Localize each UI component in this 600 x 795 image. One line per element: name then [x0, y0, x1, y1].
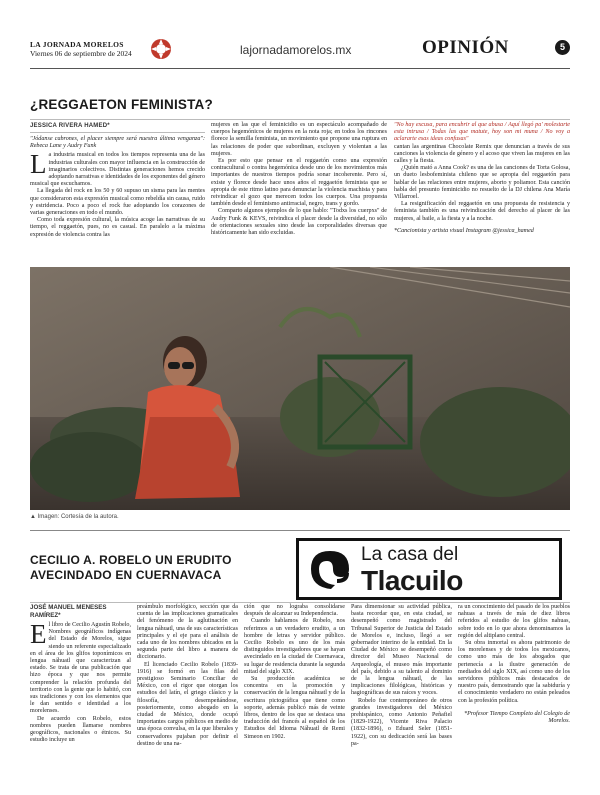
paragraph: El licenciado Cecilio Robelo (1839-1916) se formó en las filas del prestigioso Seminario Conciliar de México, con el rigor que otorgan los estudios del latín, el griego clásico y la filosofía, desempeñándose, posteriormente, como abogado en la ciudad de México, donde ocupó importantes cargos públicos en medio de una época convulsa, en la que liberales y conservadores pujaban por definir el destino de una na-: [137, 661, 238, 747]
paragraph: El libro de Cecilio Agustín Robelo, Nombres geográficos indígenas del Estado de Morelos, sigue siendo un referente especializado en el área de los glifos toponímicos en lengua náhuatl que caracterizan al estado. Se trata de una publicación que hizo época y que nos permite comprender la relación profunda del territorio con la gente que lo habitó, con sus tradiciones y con los elementos que le dan sentido e identidad a los morelenses.: [30, 619, 131, 715]
paragraph: Su producción académica se concentra en la promoción y conservación de la lengua náhuatl y de la escritura pictográfica que tiene como soporte, además publicó más de veinte libros, dentro de los que se destaca una traducción del francés al español de los Estudios del Idioma Náhuatl de Remi Simeon en 1902.: [244, 676, 345, 740]
masthead-info: [30, 40, 132, 58]
song-quote: "No hay excusa, para encubrir al que abusa / Aquí llegó pa' molestarte esta intrusa / Todas las que matute, hoy son mi muna / No voy a aclararte esas ideas confusas": [394, 122, 570, 143]
paragraph: mujeres en las que el feminicidio es un espectáculo acompañado de cuerpos hegemónicos de mujeres en la nota roja; en todos los rincones florece la semilla feminista, un movimiento que propone una ruptura en las relaciones de poder que subordinan, excluyen y violentan a las mujeres.: [211, 122, 387, 157]
paragraph: cantan las argentinas Chocolate Remix que denuncian a través de sus canciones la violencia de género y el acoso que viven las mujeres en las calles y la fiesta.: [394, 143, 570, 165]
article2-column-2: [137, 604, 238, 748]
photo-caption: ▲ Imagen: Cortesía de la autora.: [30, 514, 119, 520]
paragraph: Comparto algunos ejemplos de lo que hablo: "Todxs los cuerpxs" de Audry Funk & KEVS, reivindica el placer desde la diversidad, no sólo de orientaciones sexuales sino desde las corporalidades diversas que históricamente han sido excluidas.: [211, 208, 387, 237]
paragraph: ción que no lograba consolidarse después de alcanzar su Independencia.: [244, 604, 345, 618]
paragraph: La resignificación del reggaetón en una propuesta de resistencia y feminista también es una reivindicación del derecho al placer de las mujeres, al baile, a la fiesta y a la noche.: [394, 201, 570, 222]
article2-column-5: [458, 604, 570, 725]
article2-column-1: [30, 619, 131, 744]
paragraph: Para dimensionar su actividad pública, basta recordar que, en esta ciudad, se desempeñó como magistrado del Tribunal Superior de Justicia del Estado de Morelos e, incluso, llegó a ser gobernador interino de la entidad. En la Ciudad de México se desempeñó como director del Museo Nacional de Arqueología, el museo más importante del país, debido a su talento al dominio de la lengua náhuatl, de las implicaciones filológicas, históricas y hagiográficas de sus raíces y voces.: [351, 604, 452, 697]
article-author: JESSICA RIVERA HAMED*: [30, 123, 110, 129]
article-title: ¿REGGAETON FEMINISTA?: [30, 97, 213, 112]
column-brand-big: Tlacuilo: [361, 565, 463, 596]
author-footnote: *Profesor Tiempo Completo del Colegio de Morelos.: [464, 710, 570, 725]
article-photo: [30, 267, 570, 510]
section-title: OPINIÓN: [422, 37, 509, 58]
paragraph: La llegada del rock en los 50 y 60 supuso un sisma para las mentes que consideraron esta expresión musical como rebeldía sin causa, ruido y estridencia. Poco a poco el rock fue adoptando los corazones de varias generaciones en todo el mundo.: [30, 188, 205, 217]
title-divider: [30, 602, 570, 603]
photo-illustration: [30, 267, 570, 510]
section-divider: [30, 530, 570, 531]
page-number: 5: [555, 40, 570, 55]
article-title: CECILIO A. ROBELO UN ERUDITO AVECINDADO EN CUERNAVACA: [30, 553, 232, 582]
article2-column-3: [244, 604, 345, 741]
article-column-3: [394, 122, 570, 235]
article-column-1: [30, 136, 205, 239]
column-brand-box: [296, 538, 562, 600]
drop-cap: E: [30, 619, 47, 649]
drop-cap: L: [30, 149, 47, 180]
tlacuilo-emblem-icon: [307, 547, 353, 591]
paragraph: ¿Quién mató a Anna Cook? es una de las canciones de Torta Golosa, un dueto lesbofeminista chileno que se apropia del reggaetón para hablar de las relaciones entre mujeres, aborto y poliamor. Esta canción habla del presunto feminicidio no resuelto de la DJ chilena Ana María Villarroel.: [394, 165, 570, 201]
paragraph: Es por esto que pensar en el reggaetón como una expresión contracultural o contra hegemónica desde uno de los movimientos más importantes de nuestros tiempos podría sonar incoherente. Pero sí, existe y florece desde hace unos años el reggaetón feminista que se apropia de este ritmo latino para denunciar la violencia machista y para reivindicar el gozo que merecen todos los cuerpos. Una propuesta también desde el feminismo antirracial, negro, trans y gordo.: [211, 158, 387, 208]
paragraph: Robelo fue contemporáneo de otros grandes investigadores del México prehispánico, como Antonio Peñafiel (1829-1922), Vicente Riva Palacio (1832-1896), o Eduard Seler (1851-1922), con su dedicación será las bases pa-: [351, 697, 452, 747]
article2-column-4: [351, 604, 452, 748]
newspaper-logo-icon: [150, 38, 172, 60]
article-column-2: [211, 122, 387, 237]
epigraph: "Jódanse cabrones, el placer siempre será nuestra última venganza": Rebeca Lane y Audry Funk: [30, 136, 205, 150]
paragraph: De acuerdo con Robelo, estos nombres pueden llamarse nombres geográficos, nacionales o étnicos. Su estudio incluye un: [30, 715, 131, 744]
paragraph: preámbulo morfológico, sección que da cuenta de las implicaciones gramaticales del fenómeno de la aglutinación en lengua náhuatl, una de sus características principales y el eje para el análisis de cada uno de los nombres ubicados en la segunda parte del libro a manera de diccionario.: [137, 604, 238, 661]
paragraph: La industria musical en todos los tiempos representa una de las industrias culturales con mayor influencia en la construcción de imaginarios colectivos. Distintas generaciones hemos crecido adoptando narrativas e identidades de los exponentes del género musical que escuchamos.: [30, 149, 205, 188]
article-author: JOSÉ MANUEL MENESES RAMÍREZ*: [30, 604, 107, 619]
paragraph: Cuando hablamos de Robelo, nos referimos a un verdadero erudito, a un hombre de letras y servidor público. Cecilio Robelo es uno de los más distinguidos investigadores que se hayan avecindado en la ciudad de Cuernavaca, su lugar de residencia durante la segunda mitad del siglo XIX.: [244, 618, 345, 675]
website-url[interactable]: lajornadamorelos.mx: [240, 43, 352, 57]
issue-date: Viernes 06 de septiembre de 2024: [30, 49, 132, 58]
paragraph: ra un conocimiento del pasado de los pueblos nahuas a través de más de diez libros referidos al estudio de los glifos nahuas, sobre todo en lo que ahora denominamos la región del altiplano central.: [458, 604, 570, 639]
title-divider: [30, 119, 570, 120]
author-footnote: *Cancionista y artista visual Instagram @jessica_hamed: [394, 227, 534, 234]
paragraph: Su obra inmortal es ahora patrimonio de los morelenses y de todos los mexicanos, como uno más de los abogados que pertenecía a la ilustre generación de mediados del siglo XIX, así como uno de los servidores públicos más destacados de nuestro país, demostrando que la sabiduría y el conocimiento verdadero no están peleados con la profesión política.: [458, 640, 570, 704]
byline-divider: [30, 132, 205, 133]
newspaper-name: LA JORNADA MORELOS: [30, 40, 124, 49]
paragraph: Como toda expresión cultural, la música acoge las narrativas de su tiempo, el reggaetón, pues, no es casual. En paralelo a la máxima expresión de violencia contra las: [30, 217, 205, 238]
column-brand-small: La casa del: [361, 544, 459, 565]
masthead: [30, 38, 570, 70]
masthead-divider: [30, 68, 570, 69]
